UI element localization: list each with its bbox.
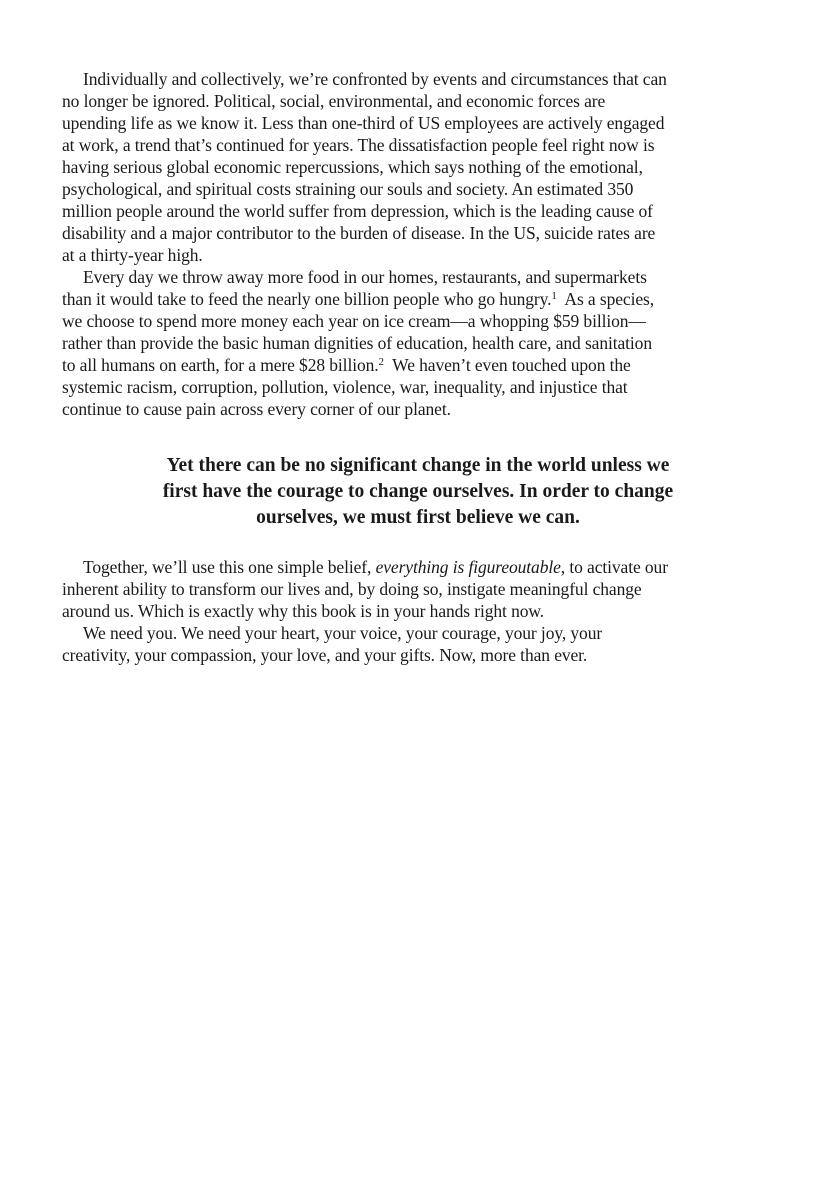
- text-line: psychological, and spiritual costs straining our souls and society. An estimated 350: [62, 179, 634, 199]
- paragraph-4: [62, 622, 774, 666]
- text-span: than it would take to feed the nearly one billion people who go hungry.: [62, 289, 552, 309]
- emphasis-text: everything is figureoutable,: [375, 557, 566, 577]
- text-span: We haven’t even touched upon the: [383, 355, 631, 375]
- text-line: systemic racism, corruption, pollution, violence, war, inequality, and injustice that: [62, 377, 628, 397]
- text-line: inherent ability to transform our lives and, by doing so, instigate meaningful change: [62, 579, 642, 599]
- text-span: to activate our: [565, 557, 668, 577]
- text-line: [62, 556, 774, 578]
- text-line: upending life as we know it. Less than one-third of US employees are actively engaged: [62, 113, 665, 133]
- text-line: no longer be ignored. Political, social, environmental, and economic forces are: [62, 91, 606, 111]
- text-line: at a thirty-year high.: [62, 245, 203, 265]
- text-line: continue to cause pain across every corner of our planet.: [62, 399, 451, 419]
- text-line: rather than provide the basic human dignities of education, health care, and sanitation: [62, 333, 652, 353]
- text-line: Individually and collectively, we’re confronted by events and circumstances that can: [83, 69, 667, 89]
- text-line: having serious global economic repercussions, which says nothing of the emotional,: [62, 157, 643, 177]
- quote-line: first have the courage to change ourselves. In order to change: [162, 481, 674, 502]
- pull-quote: [62, 453, 774, 531]
- footnote-ref-2[interactable]: 2: [378, 356, 384, 368]
- text-line: We need you. We need your heart, your voice, your courage, your joy, your: [83, 623, 603, 643]
- text-span: to all humans on earth, for a mere $28 billion.: [62, 355, 379, 375]
- footnote-ref-1[interactable]: 1: [551, 290, 557, 302]
- text-line: [62, 354, 774, 376]
- text-line: Every day we throw away more food in our homes, restaurants, and supermarkets: [83, 267, 647, 287]
- text-span: Together, we’ll use this one simple belief,: [83, 557, 376, 577]
- quote-line: ourselves, we must first believe we can.: [256, 507, 580, 528]
- text-line: [62, 288, 774, 310]
- paragraph-1: [62, 68, 774, 420]
- quote-line: Yet there can be no significant change in the world unless we: [166, 455, 670, 476]
- paragraph-2: [62, 266, 774, 420]
- text-span: As a species,: [556, 289, 654, 309]
- text-line: creativity, your compassion, your love, and your gifts. Now, more than ever.: [62, 645, 588, 665]
- text-line: disability and a major contributor to the burden of disease. In the US, suicide rates are: [62, 223, 656, 243]
- text-line: at work, a trend that’s continued for years. The dissatisfaction people feel right now is: [62, 135, 655, 155]
- text-line: around us. Which is exactly why this book is in your hands right now.: [62, 601, 545, 621]
- text-line: we choose to spend more money each year on ice cream—a whopping $59 billion—: [62, 311, 646, 331]
- paragraph-3: [62, 556, 774, 666]
- text-line: million people around the world suffer from depression, which is the leading cause of: [62, 201, 653, 221]
